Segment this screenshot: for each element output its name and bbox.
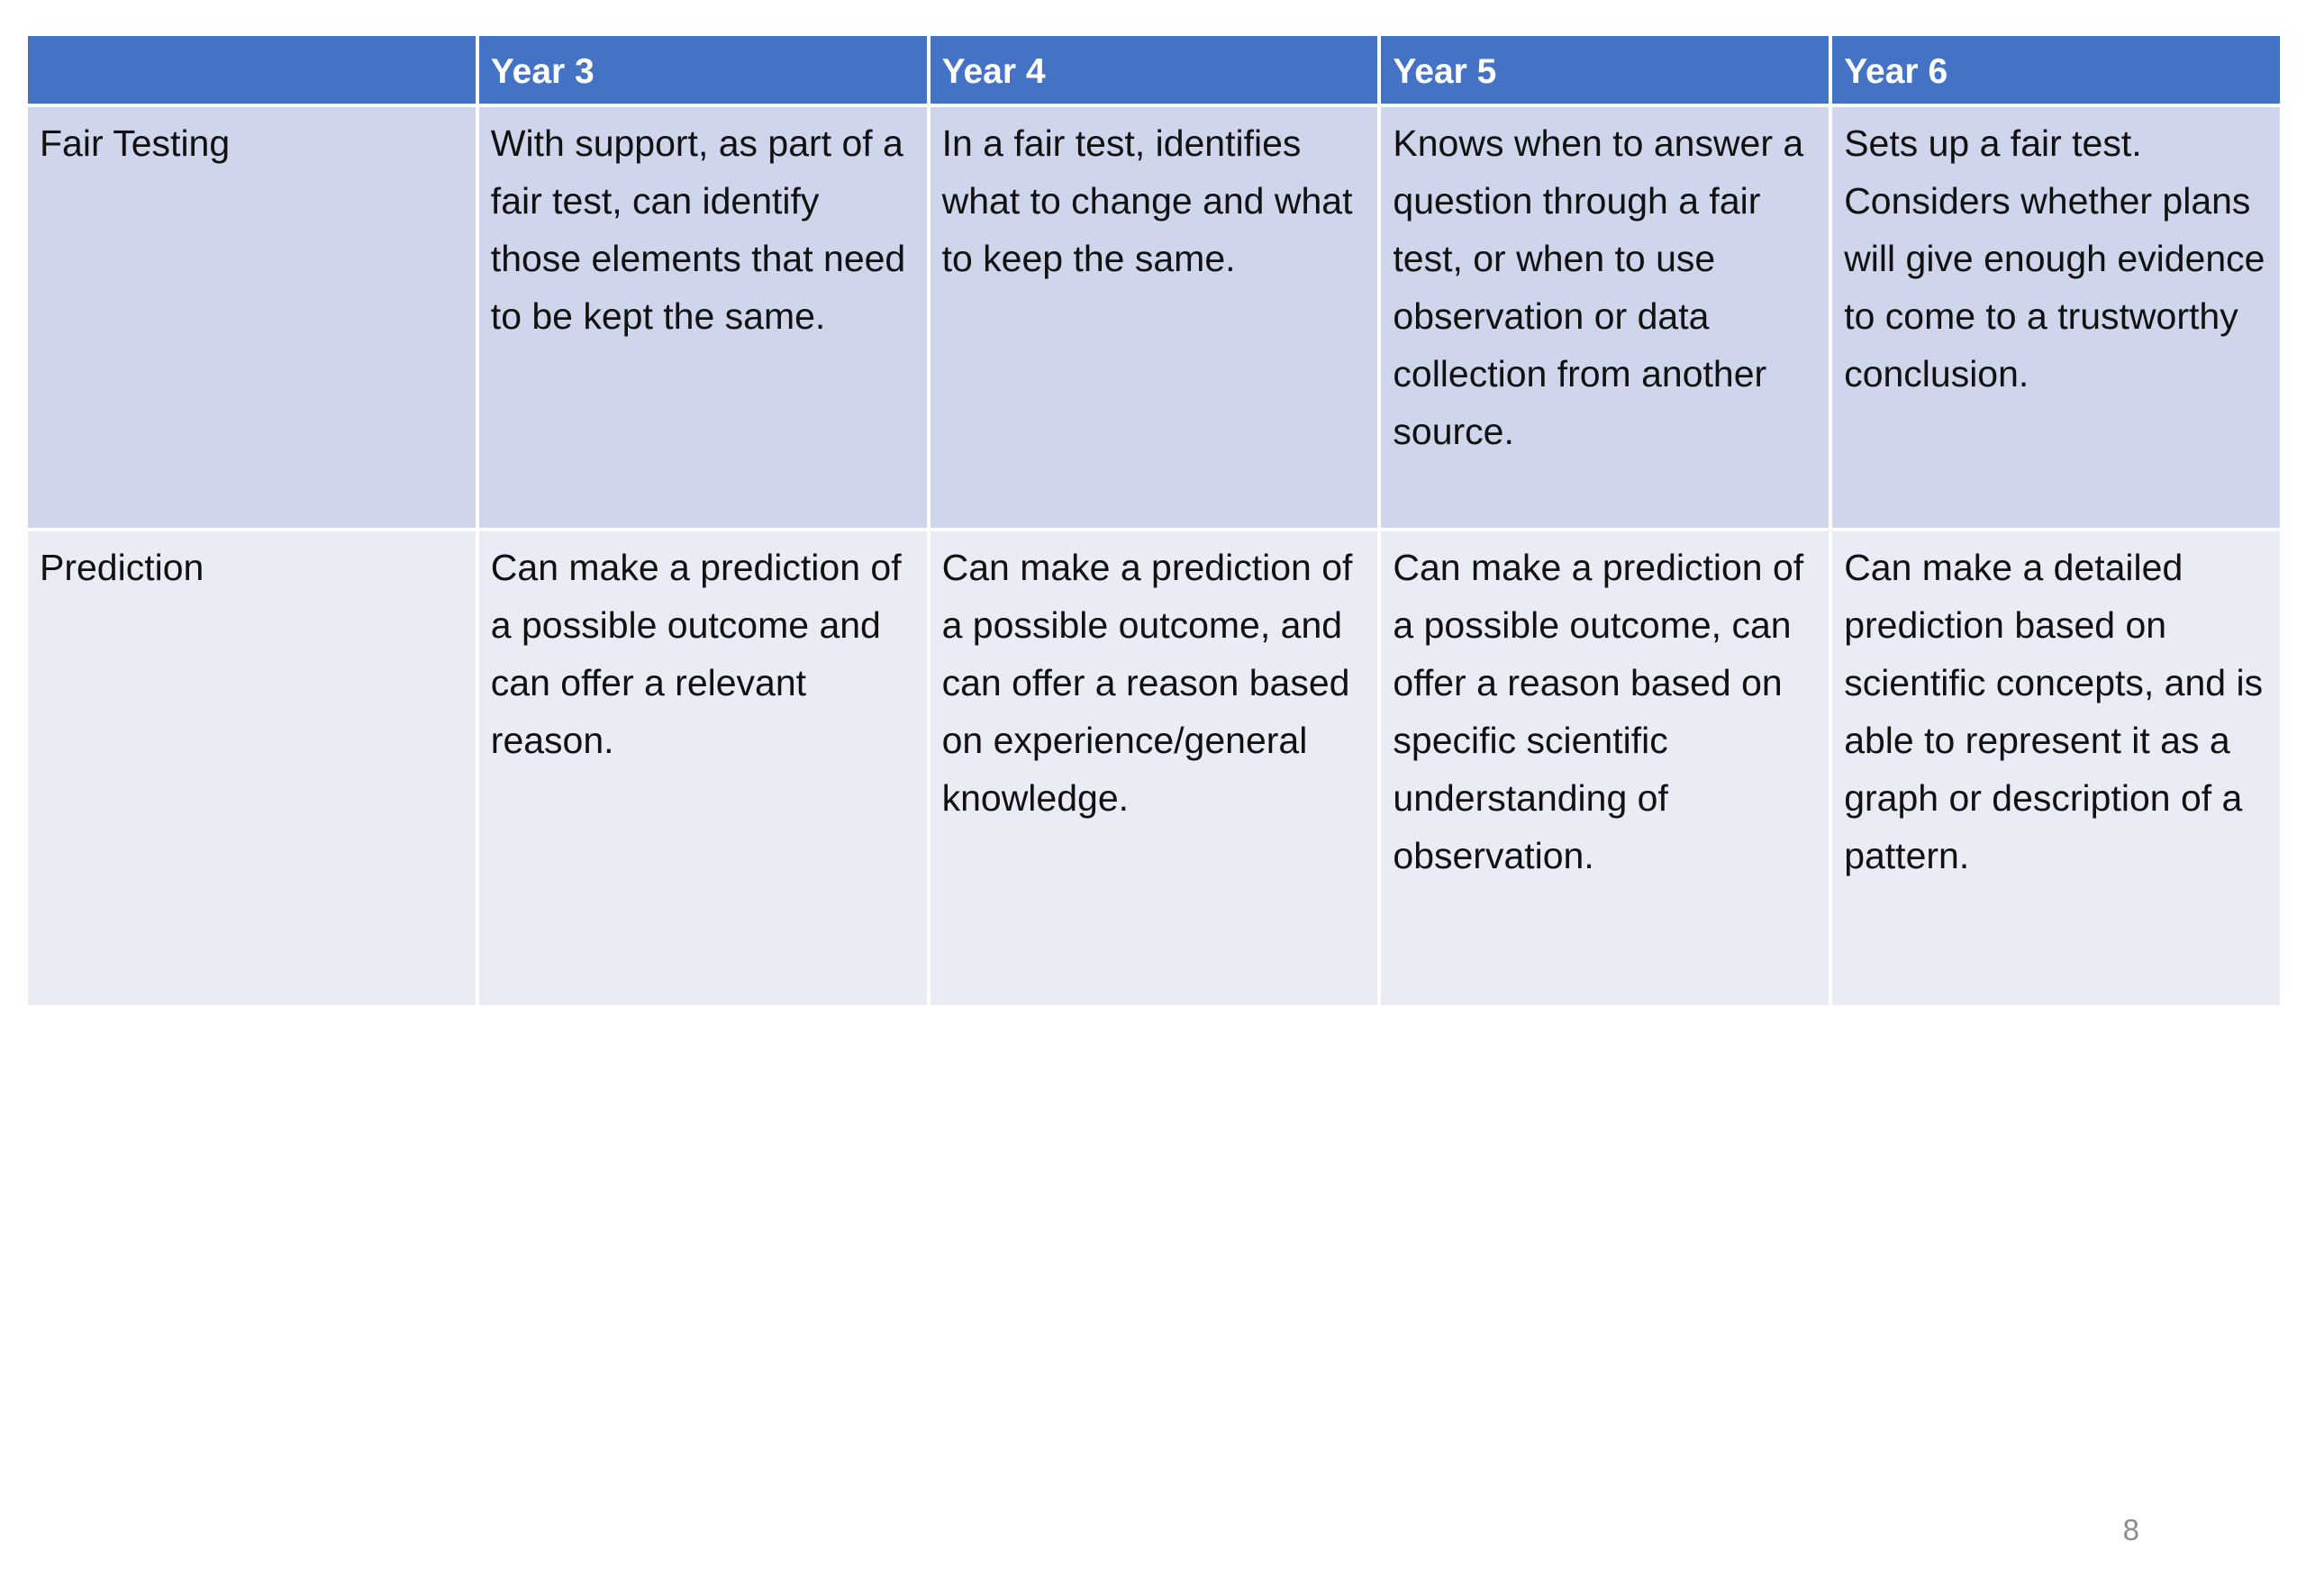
table-cell: Can make a prediction of a possible outcome, and can offer a reason based on experience/general knowledge. bbox=[929, 530, 1380, 1007]
header-cell-year-4: Year 4 bbox=[929, 34, 1380, 105]
table-row-prediction bbox=[26, 530, 2282, 1007]
progression-table bbox=[24, 32, 2283, 1009]
table-cell: Can make a detailed prediction based on scientific concepts, and is able to represent it as a graph or description of a pattern. bbox=[1830, 530, 2282, 1007]
header-cell-corner bbox=[26, 34, 477, 105]
table-cell: Can make a prediction of a possible outcome and can offer a relevant reason. bbox=[477, 530, 929, 1007]
table-cell: Sets up a fair test. Considers whether plans will give enough evidence to come to a trustworthy conclusion. bbox=[1830, 105, 2282, 530]
table-cell: Knows when to answer a question through a fair test, or when to use observation or data collection from another source. bbox=[1379, 105, 1830, 530]
table-row-fair-testing bbox=[26, 105, 2282, 530]
table-cell: With support, as part of a fair test, can identify those elements that need to be kept the same. bbox=[477, 105, 929, 530]
page-number: 8 bbox=[2122, 1513, 2139, 1546]
header-cell-year-6: Year 6 bbox=[1830, 34, 2282, 105]
table-header-row bbox=[26, 34, 2282, 105]
table-cell: Can make a prediction of a possible outcome, can offer a reason based on specific scientific understanding of observation. bbox=[1379, 530, 1830, 1007]
header-cell-year-5: Year 5 bbox=[1379, 34, 1830, 105]
row-label: Fair Testing bbox=[26, 105, 477, 530]
header-cell-year-3: Year 3 bbox=[477, 34, 929, 105]
row-label: Prediction bbox=[26, 530, 477, 1007]
table-cell: In a fair test, identifies what to change and what to keep the same. bbox=[929, 105, 1380, 530]
